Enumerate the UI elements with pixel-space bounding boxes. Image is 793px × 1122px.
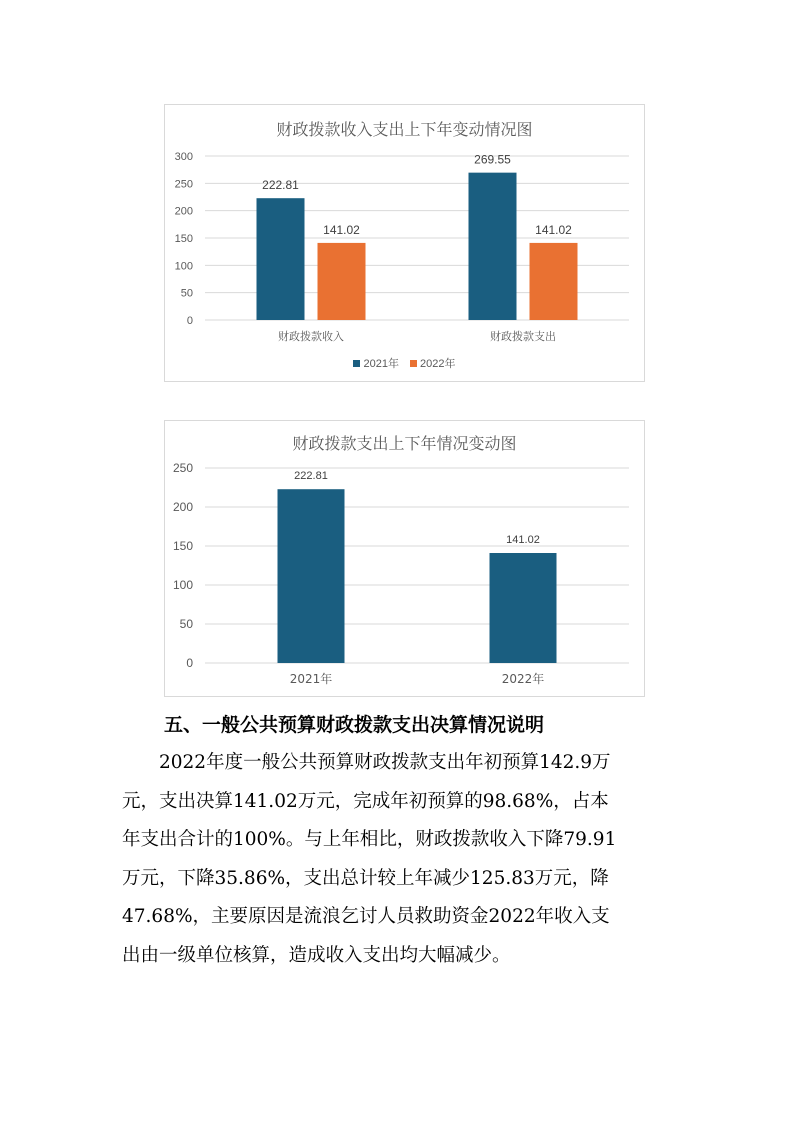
bar (490, 553, 557, 663)
chart-plot (165, 105, 646, 383)
bar (530, 243, 578, 320)
y-tick-label: 50 (179, 617, 193, 631)
paragraph-line: 2022年度一般公共预算财政拨款支出年初预算142.9万 (159, 752, 611, 773)
legend-label: 2022年 (420, 358, 456, 370)
section-heading: 五、一般公共预算财政拨款支出决算情况说明 (164, 714, 545, 736)
y-tick-label: 100 (172, 578, 193, 592)
paragraph-line: 元，支出决算141.02万元，完成年初预算的98.68%，占本 (122, 790, 609, 812)
y-tick-label: 250 (174, 178, 193, 191)
y-tick-label: 150 (174, 233, 193, 245)
legend-swatch-2022 (410, 360, 417, 367)
section-paragraph (122, 744, 672, 975)
paragraph-line: 年支出合计的100%。与上年相比，财政拨款收入下降79.91 (122, 829, 617, 850)
y-tick-label: 300 (174, 151, 193, 163)
chart-plot (165, 421, 646, 698)
chart-title: 财政拨款收入支出上下年变动情况图 (276, 120, 533, 139)
bar (469, 173, 517, 320)
paragraph-line: 出由一级单位核算，造成收入支出均大幅减少。 (122, 944, 511, 966)
income-expense-chart (164, 104, 645, 382)
data-label: 141.02 (506, 534, 540, 547)
bar (257, 198, 305, 320)
y-tick-label: 250 (172, 461, 193, 475)
legend-label: 2021年 (363, 358, 399, 370)
y-tick-label: 100 (174, 260, 193, 273)
expense-chart (164, 420, 645, 697)
x-tick-label: 财政拨款收入 (278, 330, 344, 343)
data-label: 222.81 (262, 178, 299, 193)
paragraph-line: 万元，下降35.86%，支出总计较上年减少125.83万元，降 (122, 867, 609, 889)
bar (278, 489, 345, 663)
legend-swatch-2021 (353, 360, 360, 367)
y-tick-label: 150 (172, 539, 193, 553)
x-tick-label: 2022年 (501, 672, 545, 686)
y-tick-label: 50 (180, 287, 193, 300)
data-label: 269.55 (474, 152, 511, 167)
chart-title: 财政拨款支出上下年情况变动图 (292, 434, 517, 453)
y-tick-label: 200 (172, 500, 193, 514)
y-tick-label: 200 (174, 205, 193, 218)
data-label: 141.02 (323, 222, 360, 237)
x-tick-label: 财政拨款支出 (490, 330, 556, 343)
y-tick-label: 0 (186, 315, 193, 327)
bar (318, 243, 366, 320)
x-tick-label: 2021年 (289, 672, 333, 686)
data-label: 222.81 (294, 470, 328, 483)
legend-item-2021 (353, 355, 398, 371)
legend-item-2022 (410, 355, 455, 371)
chart-legend (165, 355, 644, 371)
paragraph-line: 47.68%，主要原因是流浪乞讨人员救助资金2022年收入支 (122, 906, 610, 927)
y-tick-label: 0 (186, 656, 193, 670)
data-label: 141.02 (535, 222, 572, 237)
